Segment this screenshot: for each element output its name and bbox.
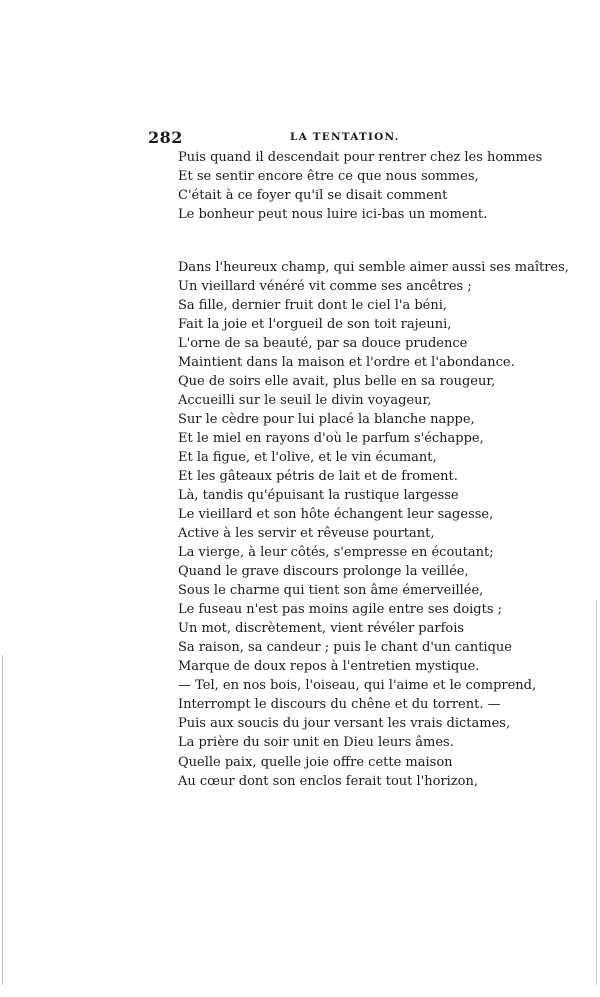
verse-line: Et les gâteaux pétris de lait et de froment.: [178, 469, 458, 484]
verse-line: Sa fille, dernier fruit dont le ciel l'a béni,: [178, 298, 448, 313]
verse-line: Au cœur dont son enclos ferait tout l'horizon,: [178, 774, 479, 789]
verse-line: Le fuseau n'est pas moins agile entre ses doigts ;: [178, 602, 503, 617]
verse-line: Et la figue, et l'olive, et le vin écumant,: [178, 450, 437, 465]
verse-line: Accueilli sur le seuil le divin voyageur,: [178, 393, 432, 408]
verse-line: Et le miel en rayons d'où le parfum s'échappe,: [178, 431, 484, 446]
verse-line: L'orne de sa beauté, par sa douce prudence: [178, 336, 468, 351]
verse-line: Maintient dans la maison et l'ordre et l'abondance.: [178, 355, 515, 370]
running-head: LA TENTATION.: [290, 131, 400, 143]
verse-line: Le vieillard et son hôte échangent leur sagesse,: [178, 507, 494, 522]
verse-line: Sous le charme qui tient son âme émerveillée,: [178, 583, 484, 598]
verse-line: Un vieillard vénéré vit comme ses ancêtres ;: [178, 279, 472, 294]
verse-line: Que de soirs elle avait, plus belle en sa rougeur,: [178, 374, 496, 389]
verse-line: Interrompt le discours du chêne et du torrent. —: [178, 697, 501, 712]
scan-edge-right: [596, 600, 597, 985]
verse-line: Quelle paix, quelle joie offre cette maison: [178, 755, 453, 770]
scan-edge-left: [2, 655, 3, 985]
verse-line: La prière du soir unit en Dieu leurs âmes.: [178, 735, 454, 750]
verse-line: Un mot, discrètement, vient révéler parfois: [178, 621, 465, 636]
stanza-1: [178, 148, 542, 224]
verse-line: Dans l'heureux champ, qui semble aimer aussi ses maîtres,: [178, 260, 569, 275]
verse-line: Et se sentir encore être ce que nous sommes,: [178, 169, 479, 184]
verse-line: C'était à ce foyer qu'il se disait comment: [178, 188, 448, 203]
verse-line: Puis aux soucis du jour versant les vrais dictames,: [178, 716, 511, 731]
verse-line: Puis quand il descendait pour rentrer chez les hommes: [178, 150, 543, 165]
verse-line: Le bonheur peut nous luire ici-bas un moment.: [178, 207, 488, 222]
verse-line: Active à les servir et rêveuse pourtant,: [178, 526, 435, 541]
verse-line: Marque de doux repos à l'entretien mystique.: [178, 659, 480, 674]
verse-line: — Tel, en nos bois, l'oiseau, qui l'aime et le comprend,: [178, 678, 537, 693]
verse-line: Sa raison, sa candeur ; puis le chant d'un cantique: [178, 640, 512, 655]
verse-line: Sur le cèdre pour lui placé la blanche nappe,: [178, 412, 475, 427]
verse-line: La vierge, à leur côtés, s'empresse en écoutant;: [178, 545, 494, 560]
stanza-3: [178, 753, 478, 791]
verse-line: Quand le grave discours prolonge la veillée,: [178, 564, 469, 579]
verse-line: Là, tandis qu'épuisant la rustique largesse: [178, 488, 459, 503]
page-number: 282: [148, 128, 183, 147]
stanza-2: [178, 258, 569, 752]
verse-line: Fait la joie et l'orgueil de son toit rajeuni,: [178, 317, 452, 332]
